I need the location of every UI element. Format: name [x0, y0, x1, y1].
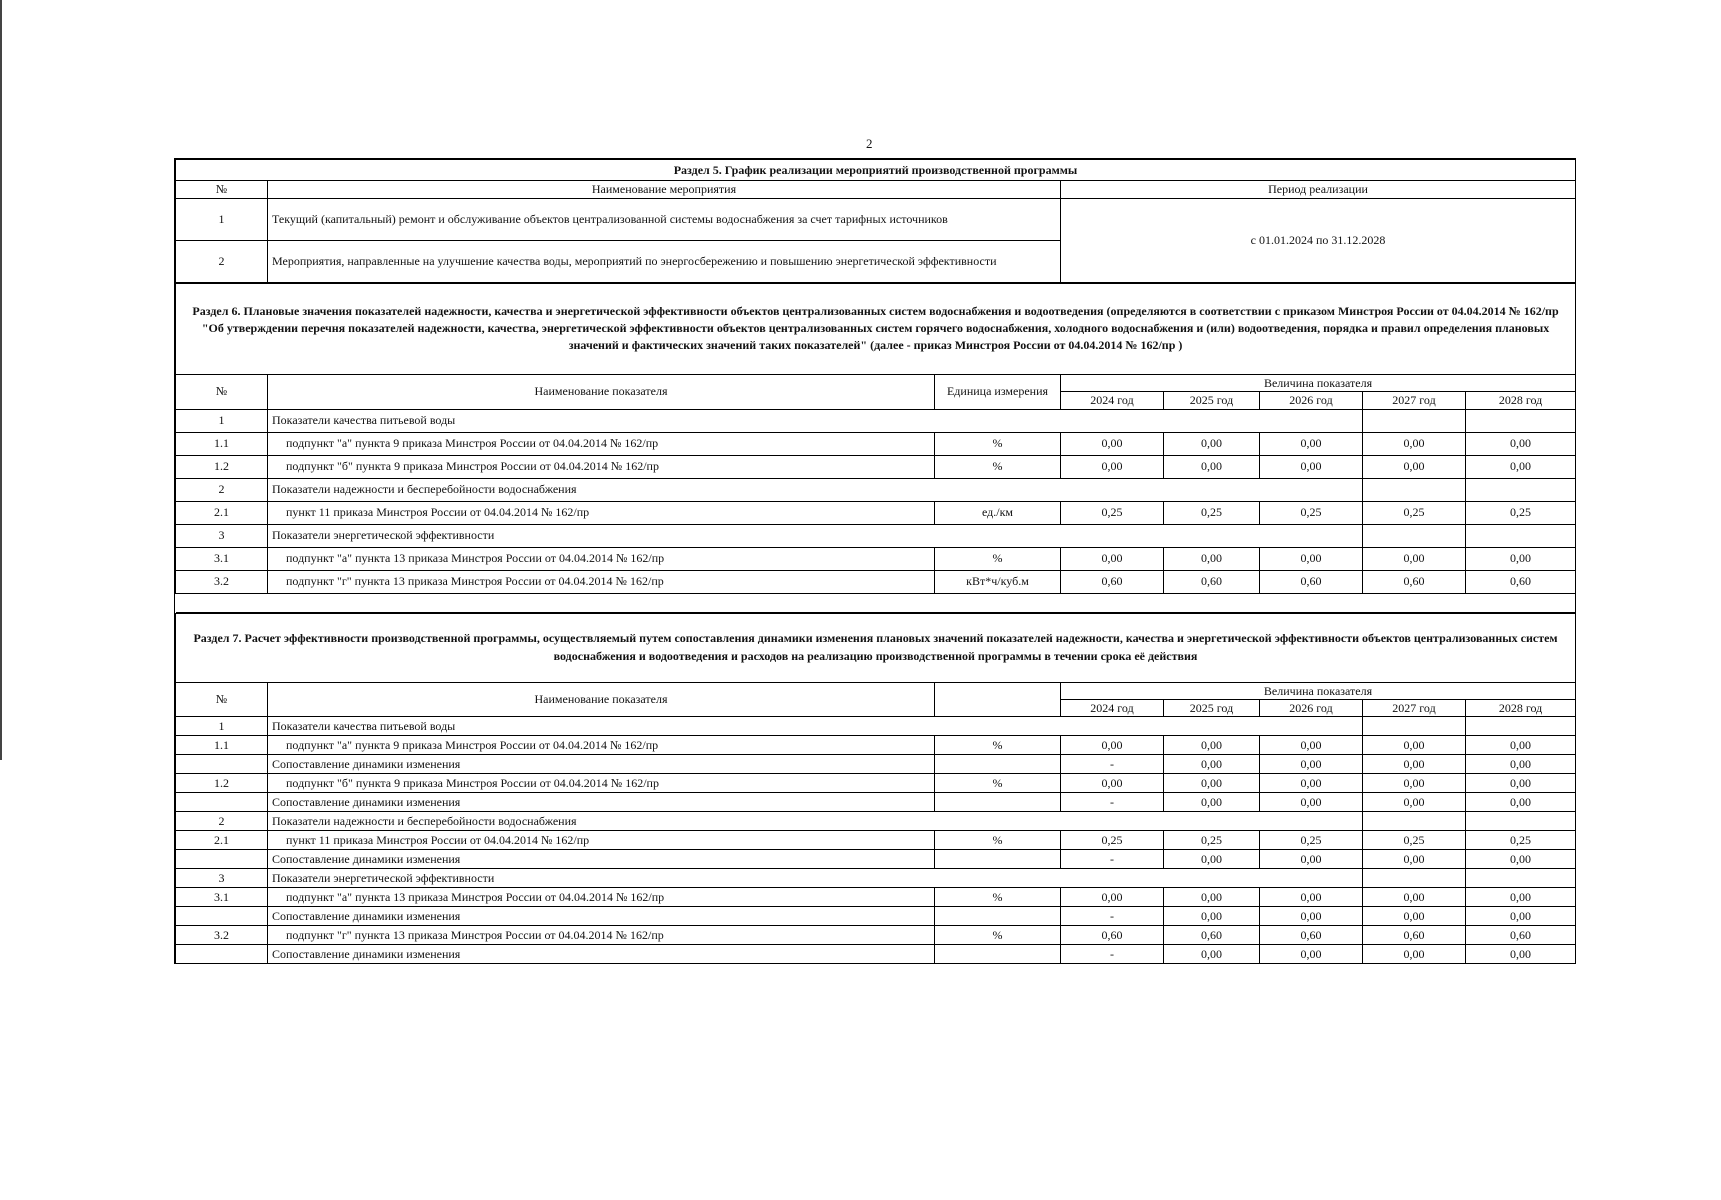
- section7-row-value: 0,00: [1466, 850, 1576, 869]
- section6-row-value: 0,25: [1164, 501, 1260, 524]
- section7-row-no: 1.2: [176, 774, 268, 793]
- section6-year-5: 2028 год: [1466, 392, 1576, 409]
- section6-header-value: Величина показателя: [1061, 374, 1576, 391]
- section7-title: Раздел 7. Расчет эффективности производственной программы, осуществляемый путем сопоставления динамики изменения плановых значений показателей надежности, качества и энергетической эффективности объектов централизованных систем водоснабжения и водоотведения и расходов на реализацию производственной программы в течении срока её действия: [176, 613, 1576, 682]
- page-number: 2: [866, 136, 873, 151]
- section7-year-3: 2026 год: [1260, 699, 1363, 716]
- section7-row-value: 0,00: [1466, 755, 1576, 774]
- scan-edge-line: [0, 0, 2, 760]
- section7-table-row: [176, 831, 1576, 850]
- section7-row-value: 0,00: [1260, 736, 1363, 755]
- section6-row-no: 2.1: [176, 501, 268, 524]
- section7-row-name: Сопоставление динамики изменения: [268, 850, 935, 869]
- section7-row-no: 3.1: [176, 888, 268, 907]
- section6-header-name: Наименование показателя: [268, 374, 935, 409]
- section6-row-name: подпункт "г" пункта 13 приказа Минстроя России от 04.04.2014 № 162/пр: [268, 570, 935, 593]
- section7-row-unit: %: [935, 926, 1061, 945]
- section6-row-unit: %: [935, 455, 1061, 478]
- section7-row-value: 0,00: [1061, 774, 1164, 793]
- section7-row-name: подпункт "а" пункта 13 приказа Минстроя России от 04.04.2014 № 162/пр: [268, 888, 935, 907]
- section7-row-value: 0,00: [1260, 907, 1363, 926]
- section7-row-name: Показатели надежности и бесперебойности водоснабжения: [268, 812, 1363, 831]
- section7-year-1: 2024 год: [1061, 699, 1164, 716]
- section6-year-1: 2024 год: [1061, 392, 1164, 409]
- section6-row-empty-cell: [1466, 409, 1576, 432]
- section7-row-value: 0,00: [1164, 793, 1260, 812]
- section7-row-unit: [935, 755, 1061, 774]
- section7-row-unit: %: [935, 888, 1061, 907]
- section7-table-row: [176, 907, 1576, 926]
- section7-table-row: [176, 717, 1576, 736]
- section6-table-row: [176, 524, 1576, 547]
- section7-row-value: 0,00: [1466, 907, 1576, 926]
- section7-row-no: 1: [176, 717, 268, 736]
- section7-row-value: -: [1061, 945, 1164, 964]
- section6-row-value: 0,00: [1164, 432, 1260, 455]
- section6-row-value: 0,00: [1363, 455, 1466, 478]
- section7-row-value: -: [1061, 850, 1164, 869]
- section7-row-unit: %: [935, 774, 1061, 793]
- section7-row-unit: %: [935, 831, 1061, 850]
- section7-row-value: 0,00: [1363, 907, 1466, 926]
- section6-row-value: 0,00: [1061, 432, 1164, 455]
- section7-row-value: 0,00: [1164, 774, 1260, 793]
- section7-row-value: -: [1061, 755, 1164, 774]
- section7-row-value: 0,25: [1466, 831, 1576, 850]
- document-sheet: [174, 158, 1576, 964]
- section7-table: [175, 613, 1576, 965]
- section7-row-value: 0,00: [1260, 755, 1363, 774]
- section7-row-value: 0,60: [1466, 926, 1576, 945]
- section6-row-value: 0,00: [1466, 547, 1576, 570]
- section7-year-5: 2028 год: [1466, 699, 1576, 716]
- section7-table-row: [176, 926, 1576, 945]
- section7-row-name: Показатели качества питьевой воды: [268, 717, 1363, 736]
- section6-row-value: 0,00: [1164, 455, 1260, 478]
- section6-table-row: [176, 570, 1576, 593]
- section7-table-row: [176, 850, 1576, 869]
- section5-row-1-no: 1: [176, 198, 268, 240]
- section7-row-value: 0,00: [1363, 850, 1466, 869]
- section6-row-value: 0,00: [1466, 455, 1576, 478]
- section7-row-name: Сопоставление динамики изменения: [268, 793, 935, 812]
- section7-row-value: 0,00: [1260, 793, 1363, 812]
- section7-header-no: №: [176, 682, 268, 717]
- section6-row-empty-cell: [1363, 524, 1466, 547]
- section7-row-value: 0,60: [1164, 926, 1260, 945]
- section7-row-value: 0,00: [1260, 945, 1363, 964]
- section7-row-unit: [935, 945, 1061, 964]
- section6-row-unit: ед./км: [935, 501, 1061, 524]
- section7-row-name: Сопоставление динамики изменения: [268, 945, 935, 964]
- section7-row-value: 0,00: [1466, 945, 1576, 964]
- section6-row-value: 0,00: [1260, 432, 1363, 455]
- section7-header-name: Наименование показателя: [268, 682, 935, 717]
- section7-row-value: 0,00: [1363, 755, 1466, 774]
- section7-row-empty-cell: [1466, 812, 1576, 831]
- section7-row-value: 0,00: [1363, 793, 1466, 812]
- section6-row-name: Показатели энергетической эффективности: [268, 524, 1363, 547]
- section7-row-value: 0,60: [1061, 926, 1164, 945]
- section7-row-name: подпункт "а" пункта 9 приказа Минстроя России от 04.04.2014 № 162/пр: [268, 736, 935, 755]
- section7-row-unit: [935, 850, 1061, 869]
- section5-row-1-name: Текущий (капитальный) ремонт и обслуживание объектов централизованной системы водоснабжения за счет тарифных источников: [268, 198, 1061, 240]
- section7-row-value: 0,00: [1164, 755, 1260, 774]
- section6-row-value: 0,60: [1363, 570, 1466, 593]
- section7-row-value: 0,00: [1260, 888, 1363, 907]
- section6-row-no: 3.2: [176, 570, 268, 593]
- section7-year-2: 2025 год: [1164, 699, 1260, 716]
- section6-row-no: 1.1: [176, 432, 268, 455]
- section7-table-row: [176, 793, 1576, 812]
- section6-title: Раздел 6. Плановые значения показателей надежности, качества и энергетической эффективности объектов централизованных систем водоснабжения и водоотведения (определяются в соответствии с приказом Минстроя России от 04.04.2014 № 162/пр "Об утверждении перечня показателей надежности, качества, энергетической эффективности объектов централизованных систем горячего водоснабжения, холодного водоснабжения и (или) водоотведения, порядка и правил определения плановых значений и фактических значений таких показателей" (далее - приказ Минстроя России от 04.04.2014 № 162/пр ): [176, 283, 1576, 374]
- section6-row-empty-cell: [1363, 409, 1466, 432]
- section7-row-no: 1.1: [176, 736, 268, 755]
- section6-row-value: 0,00: [1164, 547, 1260, 570]
- section6-row-name: пункт 11 приказа Минстроя России от 04.04.2014 № 162/пр: [268, 501, 935, 524]
- section5-header-name: Наименование мероприятия: [268, 181, 1061, 198]
- section7-row-value: 0,25: [1363, 831, 1466, 850]
- section5-period-value: с 01.01.2024 по 31.12.2028: [1061, 198, 1576, 282]
- section7-row-value: 0,00: [1164, 850, 1260, 869]
- section7-table-row: [176, 774, 1576, 793]
- section6-row-unit: %: [935, 432, 1061, 455]
- section7-row-name: пункт 11 приказа Минстроя России от 04.04.2014 № 162/пр: [268, 831, 935, 850]
- section7-row-value: 0,00: [1466, 793, 1576, 812]
- section6-row-value: 0,60: [1164, 570, 1260, 593]
- section7-row-value: 0,60: [1260, 926, 1363, 945]
- section7-row-unit: %: [935, 736, 1061, 755]
- section7-row-no: [176, 793, 268, 812]
- section7-row-empty-cell: [1363, 869, 1466, 888]
- section7-row-no: 3: [176, 869, 268, 888]
- section6-table-row: [176, 455, 1576, 478]
- section7-row-unit: [935, 907, 1061, 926]
- section7-row-value: -: [1061, 793, 1164, 812]
- section6-row-value: 0,00: [1363, 432, 1466, 455]
- section7-row-value: 0,00: [1363, 888, 1466, 907]
- section7-row-no: 3.2: [176, 926, 268, 945]
- section7-header-unit: [935, 682, 1061, 717]
- section7-row-no: [176, 755, 268, 774]
- section6-row-value: 0,25: [1363, 501, 1466, 524]
- section6-row-empty-cell: [1363, 478, 1466, 501]
- section5-table: [175, 159, 1576, 283]
- section7-row-empty-cell: [1363, 812, 1466, 831]
- section6-spacer: [176, 593, 1576, 612]
- section7-row-name: Показатели энергетической эффективности: [268, 869, 1363, 888]
- section6-row-value: 0,25: [1061, 501, 1164, 524]
- section7-row-value: 0,00: [1164, 945, 1260, 964]
- section6-row-value: 0,00: [1260, 547, 1363, 570]
- section6-row-no: 3: [176, 524, 268, 547]
- section7-row-empty-cell: [1466, 717, 1576, 736]
- section7-row-name: Сопоставление динамики изменения: [268, 907, 935, 926]
- section6-row-no: 2: [176, 478, 268, 501]
- section7-row-name: подпункт "г" пункта 13 приказа Минстроя России от 04.04.2014 № 162/пр: [268, 926, 935, 945]
- section6-row-value: 0,00: [1466, 432, 1576, 455]
- section7-table-row: [176, 869, 1576, 888]
- section7-row-empty-cell: [1466, 869, 1576, 888]
- section7-row-value: 0,00: [1164, 736, 1260, 755]
- section6-year-3: 2026 год: [1260, 392, 1363, 409]
- section7-row-value: 0,00: [1260, 850, 1363, 869]
- section6-row-value: 0,00: [1363, 547, 1466, 570]
- section7-header-value: Величина показателя: [1061, 682, 1576, 699]
- section7-row-value: 0,00: [1061, 736, 1164, 755]
- section6-header-no: №: [176, 374, 268, 409]
- section6-row-value: 0,00: [1260, 455, 1363, 478]
- section7-row-value: 0,00: [1260, 774, 1363, 793]
- section7-row-no: 2.1: [176, 831, 268, 850]
- section7-row-empty-cell: [1363, 717, 1466, 736]
- section6-table-row: [176, 409, 1576, 432]
- section7-table-row: [176, 812, 1576, 831]
- section7-row-value: -: [1061, 907, 1164, 926]
- section7-row-value: 0,25: [1164, 831, 1260, 850]
- section6-table-row: [176, 432, 1576, 455]
- section7-row-name: Сопоставление динамики изменения: [268, 755, 935, 774]
- section7-row-no: [176, 850, 268, 869]
- section7-table-row: [176, 888, 1576, 907]
- section6-row-value: 0,60: [1061, 570, 1164, 593]
- section6-row-no: 3.1: [176, 547, 268, 570]
- section7-row-no: [176, 945, 268, 964]
- section5-header-no: №: [176, 181, 268, 198]
- section5-row-2-no: 2: [176, 240, 268, 282]
- section6-row-unit: кВт*ч/куб.м: [935, 570, 1061, 593]
- section6-table-row: [176, 547, 1576, 570]
- section6-row-empty-cell: [1466, 524, 1576, 547]
- section6-row-name: Показатели надежности и бесперебойности водоснабжения: [268, 478, 1363, 501]
- section7-row-unit: [935, 793, 1061, 812]
- section6-row-name: Показатели качества питьевой воды: [268, 409, 1363, 432]
- section6-row-no: 1: [176, 409, 268, 432]
- section6-header-unit: Единица измерения: [935, 374, 1061, 409]
- section6-row-value: 0,60: [1466, 570, 1576, 593]
- section6-row-no: 1.2: [176, 455, 268, 478]
- section7-row-value: 0,00: [1363, 945, 1466, 964]
- section7-row-value: 0,60: [1363, 926, 1466, 945]
- section7-table-row: [176, 755, 1576, 774]
- section7-year-4: 2027 год: [1363, 699, 1466, 716]
- section6-row-name: подпункт "б" пункта 9 приказа Минстроя России от 04.04.2014 № 162/пр: [268, 455, 935, 478]
- section7-row-value: 0,00: [1363, 774, 1466, 793]
- section6-row-value: 0,00: [1061, 455, 1164, 478]
- section6-table-row: [176, 501, 1576, 524]
- section7-row-value: 0,25: [1260, 831, 1363, 850]
- section7-table-row: [176, 945, 1576, 964]
- section6-row-name: подпункт "а" пункта 9 приказа Минстроя России от 04.04.2014 № 162/пр: [268, 432, 935, 455]
- section6-table-row: [176, 478, 1576, 501]
- section7-row-value: 0,00: [1466, 736, 1576, 755]
- section7-row-value: 0,00: [1164, 888, 1260, 907]
- section6-row-unit: %: [935, 547, 1061, 570]
- section6-row-value: 0,25: [1466, 501, 1576, 524]
- section7-row-no: 2: [176, 812, 268, 831]
- section7-row-value: 0,00: [1164, 907, 1260, 926]
- section7-row-value: 0,00: [1363, 736, 1466, 755]
- section5-row-2-name: Мероприятия, направленные на улучшение качества воды, мероприятий по энергосбережению и повышению энергетической эффективности: [268, 240, 1061, 282]
- section6-row-value: 0,25: [1260, 501, 1363, 524]
- section7-row-no: [176, 907, 268, 926]
- section5-title: Раздел 5. График реализации мероприятий производственной программы: [176, 160, 1576, 181]
- section7-row-value: 0,25: [1061, 831, 1164, 850]
- section6-year-2: 2025 год: [1164, 392, 1260, 409]
- section6-table: [175, 283, 1576, 613]
- section6-row-value: 0,60: [1260, 570, 1363, 593]
- section7-row-name: подпункт "б" пункта 9 приказа Минстроя России от 04.04.2014 № 162/пр: [268, 774, 935, 793]
- section7-row-value: 0,00: [1061, 888, 1164, 907]
- section5-header-period: Период реализации: [1061, 181, 1576, 198]
- section7-row-value: 0,00: [1466, 888, 1576, 907]
- section6-row-value: 0,00: [1061, 547, 1164, 570]
- section6-row-name: подпункт "а" пункта 13 приказа Минстроя России от 04.04.2014 № 162/пр: [268, 547, 935, 570]
- section7-table-row: [176, 736, 1576, 755]
- section6-row-empty-cell: [1466, 478, 1576, 501]
- section6-year-4: 2027 год: [1363, 392, 1466, 409]
- section7-row-value: 0,00: [1466, 774, 1576, 793]
